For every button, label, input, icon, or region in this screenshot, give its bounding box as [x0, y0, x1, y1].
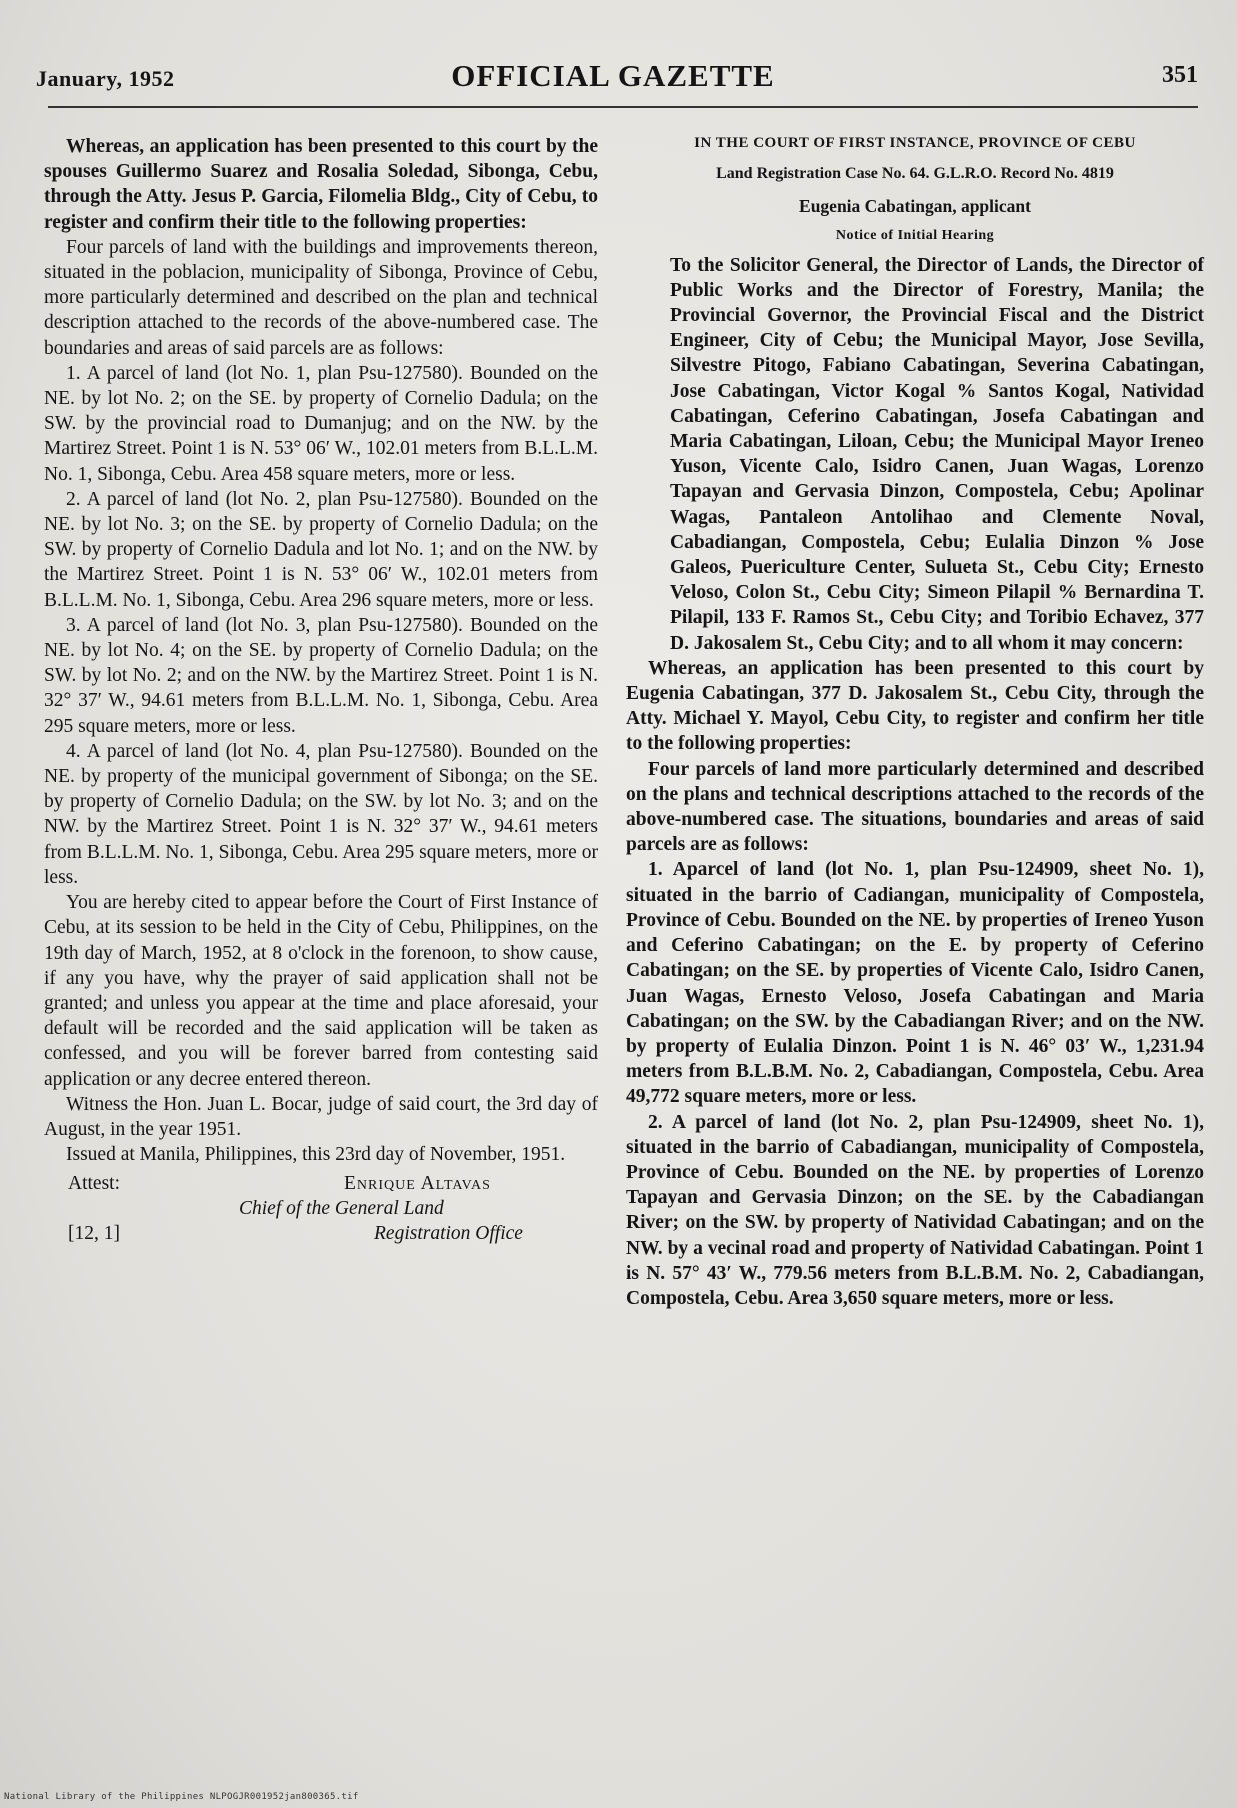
running-head [28, 58, 1198, 98]
header-rule [48, 106, 1198, 108]
notice-title: Notice of Initial Hearing [835, 228, 995, 244]
attest-label: Attest: [68, 1173, 120, 1195]
signatory-name: Enrique Altavas [344, 1173, 491, 1195]
signatory-title-line-2: Registration Office [374, 1223, 523, 1245]
addressees-paragraph: To the Solicitor General, the Director of Lands, the Director of Public Works and the Director of Forestry, Manila; the Provincial Governor, the Provincial Fiscal and the District Engineer, City of Cebu; the Municipal Mayor, Jose Sevilla, Silvestre Pitogo, Fabiano Cabatingan, Severina Cabatingan, Jose Cabatingan, Victor Kogal % Santos Kogal, Natividad Cabatingan, Ceferino Cabatingan, Josefa Cabatingan and Maria Cabatingan, Liloan, Cebu; the Municipal Mayor Ireneo Yuson, Vicente Calo, Isidro Canen, Juan Wagas, Lorenzo Tapayan and Gervasia Dinzon, Compostela, Cebu; Apolinar Wagas, Pantaleon Antolihao and Clemente Noval, Cabadiangan, Compostela, Cebu; Eulalia Dinzon % Jose Galeos, Puericulture Center, Sulueta St., Cebu City; Ernesto Veloso, Colon St., Cebu City; Simeon Pilapil % Bernardina T. Pilapil, 133 F. Ramos St., Cebu City; and Toribio Echavez, 377 D. Jakosalem St., Cebu City; and to all whom it may concern: [670, 254, 1204, 654]
signature-block [44, 1171, 598, 1265]
parcel-1-paragraph-right: 1. Aparcel of land (lot No. 1, plan Psu-124909, sheet No. 1), situated in the barrio of Cadiangan, municipality of Compostela, Province of Cebu. Bounded on the NE. by properties of Ireneo Yuson and Ceferino Cabatingan; on the E. by property of Ceferino Cabatingan; on the SE. by properties of Vicente Calo, Isidro Canen, Juan Wagas, Ernesto Veloso, Josefa Cabatingan and Maria Cabatingan; on the SW. by the Cabadiangan River; and on the NW. by property of Eulalia Dinzon. Point 1 is N. 46° 03′ W., 1,231.94 meters from B.L.B.M. No. 2, Cabadiangan, Compostela, Cebu. Area 49,772 square meters, more or less. [626, 859, 1204, 1108]
witness-paragraph: Witness the Hon. Juan L. Bocar, judge of said court, the 3rd day of August, in the year 1951. [44, 1093, 598, 1140]
parcel-2-paragraph: 2. A parcel of land (lot No. 2, plan Psu-127580). Bounded on the NE. by lot No. 3; on the SE. by property of Cornelio Dadula; on the SW. by property of Cornelio Dadula and lot No. 1; and on the NW. by the Martirez Street. Point 1 is N. 53° 06′ W., 102.01 meters from B.L.L.M. No. 1, Sibonga, Cebu. Area 296 square meters, more or less. [44, 488, 598, 611]
left-column [44, 134, 598, 1265]
parcel-3-paragraph: 3. A parcel of land (lot No. 3, plan Psu-127580). Bounded on the NE. by lot No. 4; on the SE. by property of Cornelio Dadula; on the SW. by lot No. 2; and on the NW. by the Martirez Street. Point 1 is N. 32° 37′ W., 94.61 meters from B.L.L.M. No. 1, Sibonga, Cebu. Area 295 square meters, more or less. [44, 614, 598, 737]
case-number-line: Land Registration Case No. 64. G.L.R.O. Record No. 4819 [716, 165, 1114, 182]
reference-number: [12, 1] [68, 1223, 120, 1245]
issued-paragraph: Issued at Manila, Philippines, this 23rd day of November, 1951. [66, 1144, 566, 1166]
issue-date: January, 1952 [36, 66, 175, 91]
citation-paragraph: You are hereby cited to appear before the Court of First Instance of Cebu, at its session to be held in the City of Cebu, Philippines, on the 19th day of March, 1952, at 8 o'clock in the forenoon, to show cause, if any you have, why the prayer of said application shall not be granted; and unless you appear at the time and place aforesaid, your default will be recorded and the said application will be taken as confessed, and you will be forever barred from contesting said application or any decree entered thereon. [44, 892, 598, 1090]
parcels-intro-paragraph: Four parcels of land with the buildings and improvements thereon, situated in the poblacion, municipality of Sibonga, Province of Cebu, more particularly determined and described on the plan and technical description attached to the records of the above-numbered case. The boundaries and areas of said parcels are as follows: [44, 236, 598, 359]
right-column [626, 134, 1204, 1311]
signatory-title-line-1: Chief of the General Land [239, 1198, 444, 1220]
application-paragraph-right: Whereas, an application has been presented to this court by Eugenia Cabatingan, 377 D. Jakosalem St., Cebu City, through the Atty. Michael Y. Mayol, Cebu City, to register and confirm her title to the following properties: [626, 657, 1204, 755]
parcel-2-paragraph-right: 2. A parcel of land (lot No. 2, plan Psu-124909, sheet No. 1), situated in the barrio of Cabadiangan, municipality of Compostela, Province of Cebu. Bounded on the NE. by properties of Lorenzo Tapayan and Gervasia Dinzon; on the SE. by the Cabadiangan River; on the SW. by property of Natividad Cabatingan; and on the NW. by a vecinal road and property of Natividad Cabatingan. Point 1 is N. 57° 43′ W., 779.56 meters from B.L.B.M. No. 2, Cabadiangan, Compostela, Cebu. Area 3,650 square meters, more or less. [626, 1111, 1204, 1309]
applicant-line: Eugenia Cabatingan, applicant [799, 196, 1031, 217]
parcel-1-paragraph: 1. A parcel of land (lot No. 1, plan Psu-127580). Bounded on the NE. by lot No. 2; on the SE. by property of Cornelio Dadula; on the SW. by the provincial road to Dumanjug; and on the NW. by the Martirez Street. Point 1 is N. 53° 06′ W., 102.01 meters from B.L.L.M. No. 1, Sibonga, Cebu. Area 458 square meters, more or less. [44, 362, 598, 485]
application-paragraph: Whereas, an application has been presented to this court by the spouses Guillermo Suarez and Rosalia Soledad, Sibonga, Cebu, through the Atty. Jesus P. Garcia, Filomelia Bldg., City of Cebu, to register and confirm their title to the following properties: [44, 136, 598, 233]
parcel-4-paragraph: 4. A parcel of land (lot No. 4, plan Psu-127580). Bounded on the NE. by property of the municipal government of Sibonga; on the SE. by property of Cornelio Dadula; on the SW. by lot No. 3; and on the NW. by the Martirez Street. Point 1 is N. 32° 37′ W., 94.61 meters from B.L.L.M. No. 1, Sibonga, Cebu. Area 295 square meters, more or less. [44, 740, 598, 888]
page-number: 351 [1162, 62, 1198, 88]
court-heading: IN THE COURT OF FIRST INSTANCE, PROVINCE OF CEBU [694, 135, 1136, 151]
scan-footer: National Library of the Philippines NLPOGJR001952jan800365.tif [4, 1792, 359, 1802]
parcels-intro-paragraph-right: Four parcels of land more particularly determined and described on the plans and technical descriptions attached to the records of the above-numbered case. The situations, boundaries and areas of said parcels are as follows: [626, 758, 1204, 856]
publication-title: OFFICIAL GAZETTE [451, 58, 775, 93]
